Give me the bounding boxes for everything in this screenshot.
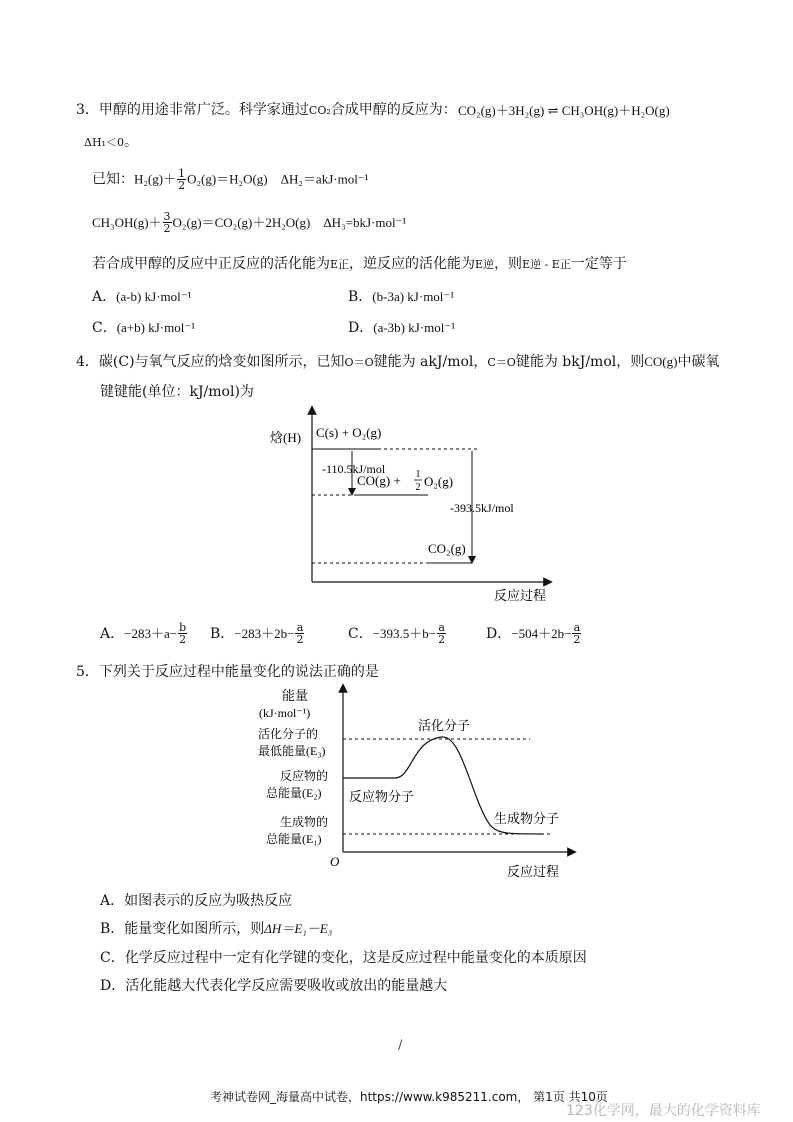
q3-dh1: ΔH₁＜0。: [84, 134, 138, 150]
q3-option-d[interactable]: D．(a-3b) kJ·mol⁻¹: [348, 320, 456, 336]
q4-mid-o2: O₂(g): [424, 474, 454, 489]
q5-option-d[interactable]: D．活化能越大代表化学反应需要吸收或放出的能量越大: [100, 978, 448, 994]
q4-stem-line2: 键键能(单位：kJ/mol)为: [100, 384, 254, 400]
q4-level-mid-label: CO(g) +: [357, 473, 401, 488]
page-slash: /: [398, 1038, 403, 1053]
q4-level-low-label: CO₂(g): [428, 541, 466, 556]
q5-stem: 5．下列关于反应过程中能量变化的说法正确的是: [76, 664, 379, 680]
q4-mid-frac-den: 2: [415, 482, 421, 493]
q5-option-b[interactable]: B．能量变化如图所示，则ΔH＝E₁－E₃: [100, 921, 333, 937]
q5-peak-label: 活化分子: [418, 718, 471, 733]
q5-ylabel-1: 能量: [282, 688, 309, 703]
q4-ylabel: 焓(H): [270, 430, 302, 445]
q5-e2-label-2: 总能量(E₂): [266, 786, 322, 800]
q4-option-b[interactable]: B．−283＋2b− $\frac{a}{2}$: [210, 621, 304, 646]
q5-product-label: 生成物分子: [494, 811, 560, 826]
q4-option-a[interactable]: A．−283＋a− $\frac{b}{2}$: [100, 621, 187, 646]
q4-enthalpy-diagram: [260, 400, 560, 610]
q5-ylabel-2: (kJ·mol⁻¹): [259, 706, 311, 720]
q4-stem: 4．碳(C)与氧气反应的焓变如图所示，已知O＝O键能为 akJ/mol，C＝O键能为 bkJ/mol，则CO(g)中碳氧: [76, 354, 720, 370]
q4-mid-frac-num: 1: [415, 469, 421, 480]
q4-option-c[interactable]: C．−393.5＋b− $\frac{a}{2}$: [348, 621, 446, 646]
q3-option-c[interactable]: C．(a+b) kJ·mol⁻¹: [92, 320, 196, 336]
q3-option-a[interactable]: A．(a-b) kJ·mol⁻¹: [92, 289, 192, 305]
q3-equation-2: CH₃OH(g)＋ $\frac{3}{2}$ O₂(g)＝CO₂(g)＋2H₂O(g) ΔH₃=bkJ·mol⁻¹: [92, 210, 407, 235]
q3-stem: 3．甲醇的用途非常广泛。科学家通过CO₂合成甲醇的反应为：: [76, 102, 457, 118]
q5-option-a[interactable]: A．如图表示的反应为吸热反应: [100, 893, 293, 909]
q5-option-c[interactable]: C．化学反应过程中一定有化学键的变化，这是反应过程中能量变化的本质原因: [100, 950, 587, 966]
q3-condition: 若合成甲醇的反应中正反应的活化能为E正，逆反应的活化能为E逆，则E逆 - E正一定等于: [92, 256, 627, 272]
q4-option-d[interactable]: D．−504＋2b− $\frac{a}{2}$: [486, 621, 581, 646]
q5-e1-label-2: 总能量(E₁): [266, 832, 322, 846]
q5-e3-label-1: 活化分子的: [258, 727, 319, 741]
q4-dh-large: -393.5kJ/mol: [450, 501, 514, 515]
q4-xlabel: 反应过程: [494, 588, 547, 603]
page-footer: 考神试卷网_海量高中试卷，https://www.k985211.com， 第1页 共10页: [210, 1090, 608, 1104]
q3-known: 已知：H₂(g)＋ $\frac{1}{2}$ O₂(g)＝H₂O(g) ΔH₂＝akJ·mol⁻¹: [92, 167, 369, 192]
q5-e1-label-1: 生成物的: [280, 815, 329, 829]
watermark: 123化学网，最大的化学资料库: [566, 1103, 761, 1119]
q5-reactant-label: 反应物分子: [349, 789, 415, 804]
q5-xlabel: 反应过程: [507, 864, 560, 879]
q4-dh-small: -110.5kJ/mol: [322, 462, 386, 476]
q5-e3-label-2: 最低能量(E₃): [258, 744, 326, 758]
q5-origin: O: [330, 854, 340, 869]
q4-level-top-label: C(s) + O₂(g): [316, 425, 382, 440]
q3-reaction-equation: CO₂(g)＋3H₂(g) ⇌ CH₃OH(g)＋H₂O(g): [458, 103, 670, 118]
q5-energy-diagram: [250, 680, 580, 882]
q3-option-b[interactable]: B．(b-3a) kJ·mol⁻¹: [348, 289, 455, 305]
q5-e2-label-1: 反应物的: [280, 769, 329, 783]
